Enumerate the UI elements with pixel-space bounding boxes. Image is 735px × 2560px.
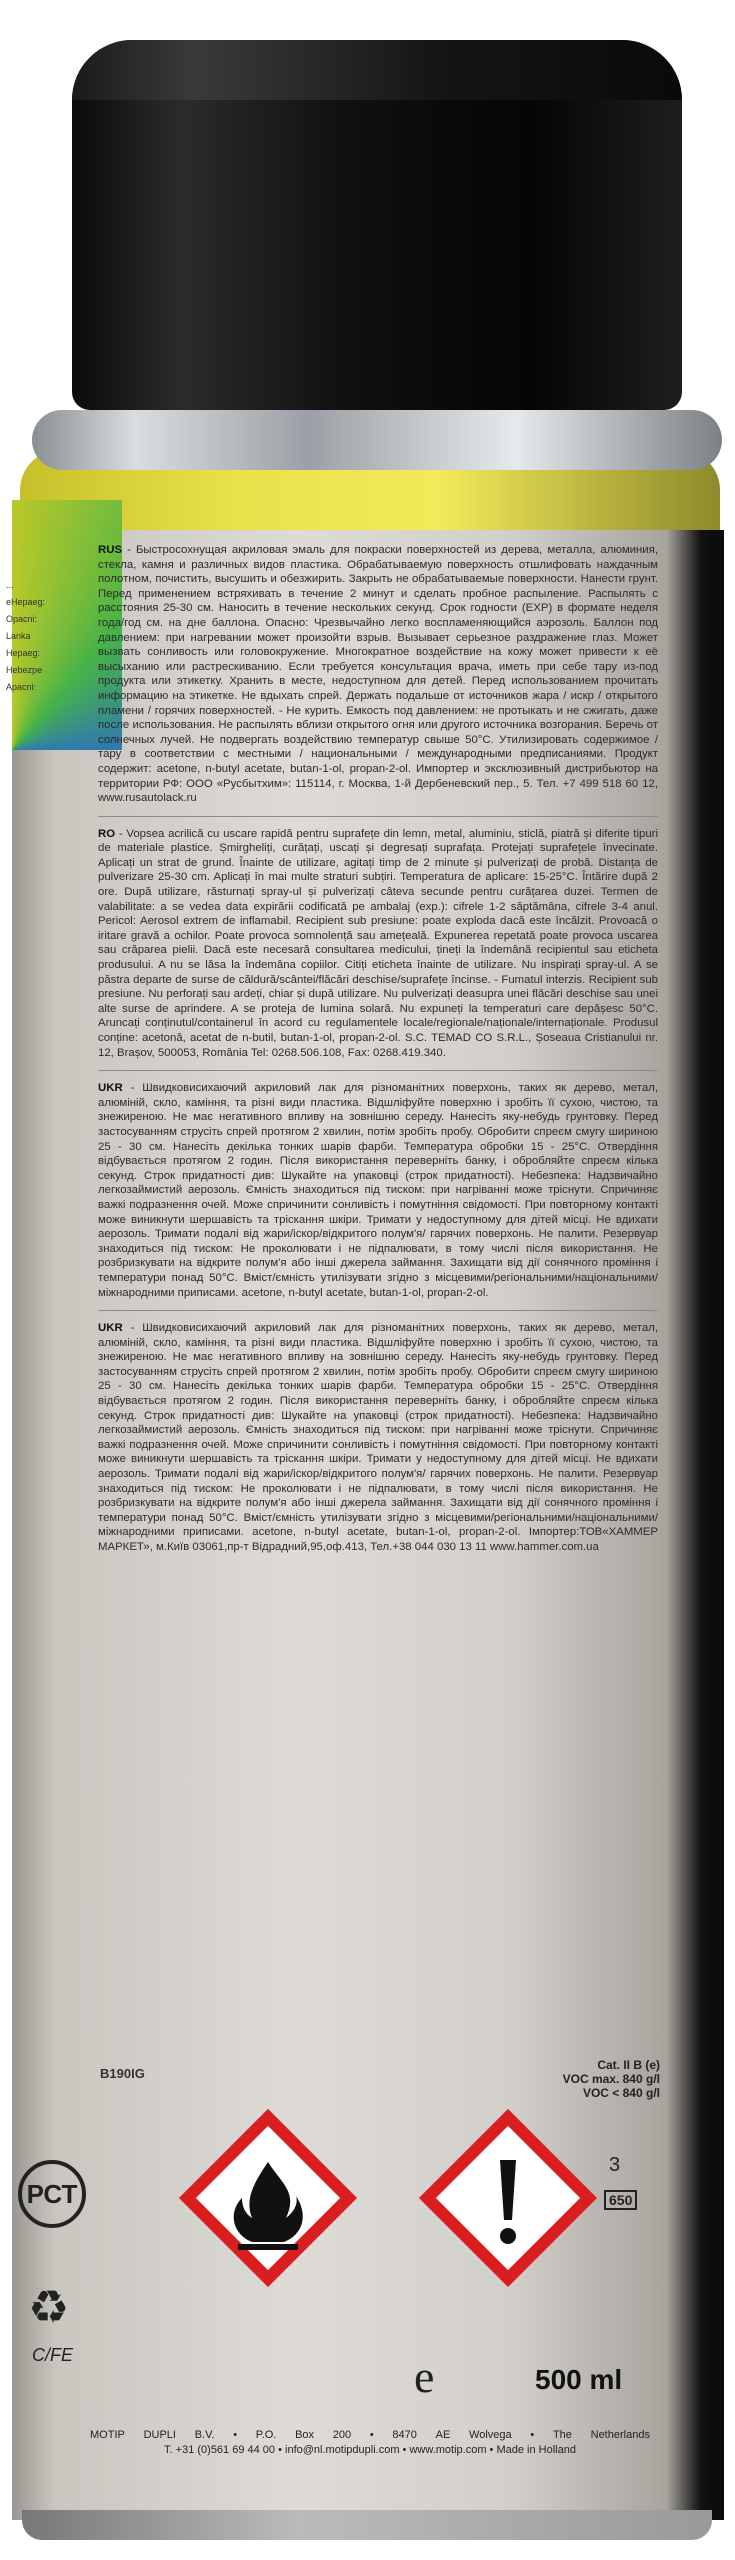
footer-word: • — [530, 2429, 535, 2441]
section-divider — [98, 1310, 658, 1311]
warning-pictogram — [420, 2110, 596, 2286]
voc-value: VOC < 840 g/l — [582, 2086, 660, 2100]
left-col-line: eHepaeg: — [6, 597, 46, 607]
section-rus — [98, 543, 658, 806]
can-bottom — [22, 2510, 712, 2540]
boxed-number: 650 — [604, 2190, 637, 2210]
footer-word: B.V. — [194, 2429, 215, 2441]
footer-word: Box — [295, 2429, 315, 2441]
left-col-line: Hepaeg: — [6, 648, 41, 658]
footer-word: 200 — [332, 2429, 352, 2441]
voc-cat: Cat. II B (e) — [597, 2058, 660, 2072]
section-ukr-2 — [98, 1321, 658, 1555]
left-col-line: ... — [6, 580, 14, 590]
section-lead: RO — [98, 827, 116, 840]
voc-info — [560, 2058, 660, 2100]
flame-icon — [180, 2110, 356, 2286]
can-side-shadow — [667, 530, 724, 2520]
footer-address-row — [90, 2428, 650, 2443]
section-body: - Быстросохнущая акриловая эмаль для покраски поверхностей из дерева, металла, алюминия, стекла, камня и различных видов пластика. Обрабатываемую поверхность отшлифовать наждачным полотном, почистить, высушить и обезжирить. Закрыть не обрабатываемые поверхности. Нанести грунт. Перед применением встряхивать в течение 2 минут и сделать пробное распыление. Распылять с расстояния 25-30 см. Наносить в течение нескольких секунд. Срок годности (EXP) в формате неделя года/год см. на дне баллона. Опасно: Чрезвычайно легко воспламеняющийся аэрозоль. Баллон под давлением: при нагревании может произойти взрыв. Вызывает серьезное раздражение глаз. Может вызвать сонливость или головокружение. Многократное воздействие на кожу может привести к её высыханию или растрескиванию. Если требуется консультация врача, иметь при себе тару из-под продукта или этикетку. Хранить в месте, недоступном для детей. Перед использованием прочитать информацию на этикетке. Не вдыхать спрей. Держать подальше от источников жара / искр / открытого пламени / горячих поверхностей. - Не курить. Емкость под давлением: не протыкать и не сжигать, даже после использования. Не распылять вблизи открытого огня или другого источника возгорания. Беречь от солнечных лучей. Не подвергать воздействию температур свыше 50°C. Утилизировать содержимое / тару в соответствии с местными / национальными / международными предписаниями. Продукт содержит: acetone, n-butyl acetate, butan-1-ol, propan-2-ol. Импортер и эксклюзивный дистрибьютор на территории РФ: ООО «Русбытхим»: 115114, г. Москва, 1-й Дербеневский пер., 5. Тел. +7 499 518 60 12, www.rusautolack.ru — [98, 544, 658, 805]
exclamation-icon — [420, 2110, 596, 2286]
footer-word: • — [233, 2429, 238, 2441]
footer-word: • — [369, 2429, 374, 2441]
left-col-line: Apacni: — [6, 682, 37, 692]
section-divider — [98, 816, 658, 817]
footer-word: AE — [435, 2429, 451, 2441]
left-column-text — [6, 580, 100, 2180]
left-col-line: Lanka — [6, 631, 31, 641]
product-code: B190IG — [100, 2066, 145, 2081]
footer-contact-row: T. +31 (0)561 69 44 00 • info@nl.motipdupli.com • www.motip.com • Made in Holland — [164, 2444, 576, 2456]
e-mark: e — [414, 2351, 435, 2402]
footer-word: Netherlands — [590, 2429, 650, 2441]
section-body: - Швидковисихаючий акриловий лак для різноманітних поверхонь, таких як дерево, метал, алюміній, скло, каміння, та різні види пластика. Відшліфуйте поверхню і зробіть її сухою, чистою, та знежиреною. Не має негативного впливу на зовнішню середу. Нанесіть яку-небудь грунтовку. Перед застосуванням струсіть спрей протягом 2 хвилин, потім зробіть пробу. Обробити спреєм смугу шириною 25 - 30 см. Нанесіть декілька тонких шарів фарби. Температура обробки 15 - 25°C. Отвердіння відбувається протягом 2 годин. Після використання переверніть банку, і обробляйте спреєм кілька секунд. Строк придатності див: Шукайте на упаковці (строк придатності). Небезпека: Надзвичайно легкозаймистий аерозоль. Ємність знаходиться під тиском: при нагріванні може тріснути. Спричиняє важкі подразнення очей. Може спричинити сонливість і помутніння свідомості. При повторному контакті може виникнути шершавість та тріскання шкіри. Тримати у недоступному для дітей місці. Не вдихати аерозоль. Тримати подалі від жари/іскор/відкритого полум'я/ гарячих поверхонь. Не палити. Резервуар знаходиться під тиском: Не проколювати і не підпалювати, в тому числі після використання. Не розбризкувати на відкрите полум'я або інші джерела займання. Захищати від дії сонячного проміння і температури понад 50°C. Вміст/ємність утилізувати згідно з місцевими/регіональними/національними/міжнародними приписами. acetone, n-butyl acetate, butan-1-ol, propan-2-ol. — [98, 1082, 658, 1299]
can-rim — [32, 410, 722, 470]
section-lead: RUS — [98, 544, 123, 556]
footer-word: 8470 — [392, 2429, 417, 2441]
volume-label: 500 ml — [535, 2364, 623, 2395]
section-lead: UKR — [98, 1082, 123, 1095]
footer-word: MOTIP — [90, 2429, 125, 2441]
section-ro — [98, 827, 658, 1061]
section-lead: UKR — [98, 1322, 123, 1335]
flammable-pictogram — [180, 2110, 356, 2286]
count-mark: 3 — [609, 2154, 621, 2176]
footer-word: P.O. — [255, 2429, 277, 2441]
label-text-block — [98, 543, 658, 2113]
recycle-icon: ♻ — [28, 2281, 70, 2333]
section-ukr-1 — [98, 1081, 658, 1300]
manufacturer-footer — [90, 2428, 650, 2458]
cap-top-highlight — [72, 40, 682, 100]
cfe-mark: C/FE — [32, 2345, 74, 2365]
voc-max: VOC max. 840 g/l — [562, 2072, 660, 2086]
left-col-line: Opacni: — [6, 614, 38, 624]
section-divider — [98, 1070, 658, 1071]
footer-word: DUPLI — [143, 2429, 176, 2441]
gost-icon: РСТ — [18, 2160, 86, 2228]
section-body: - Швидковисихаючий акриловий лак для різноманітних поверхонь, таких як дерево, метал, алюміній, скло, каміння, та різні види пластика. Відшліфуйте поверхню і зробіть її сухою, чистою, та знежиреною. Не має негативного впливу на зовнішню середу. Нанесіть яку-небудь грунтовку. Перед застосуванням струсіть спрей протягом 2 хвилин, потім зробіть пробу. Обробити спреєм смугу шириною 25 - 30 см. Нанесіть декілька тонких шарів фарби. Температура обробки 15 - 25°C. Отвердіння відбувається протягом 2 годин. Після використання переверніть банку, і обробляйте спреєм кілька секунд. Строк придатності див: Шукайте на упаковці (строк придатності). Небезпека: Надзвичайно легкозаймистий аерозоль. Ємність знаходиться під тиском: при нагріванні може тріснути. Спричиняє важкі подразнення очей. Може спричинити сонливість і помутніння свідомості. При повторному контакті може виникнути шершавість та тріскання шкіри. Тримати у недоступному для дітей місці. Не вдихати аерозоль. Тримати подалі від жари/іскор/відкритого полум'я/ гарячих поверхонь. Не палити. Резервуар знаходиться під тиском: Не проколювати і не підпалювати, в тому числі після використання. Не розбризкувати на відкрите полум'я або інші джерела займання. Захищати від дії сонячного проміння і температури понад 50°C. Вміст/ємність утилізувати згідно з місцевими/регіональними/національними/міжнародними приписами. acetone, n-butyl acetate, butan-1-ol, propan-2-ol. Імпортер:ТОВ«ХАММЕР МАРКЕТ», м.Київ 03061,пр-т Відрадний,95,оф.413, Тел.+38 044 030 13 11 www.hammer.com.ua — [98, 1322, 658, 1553]
left-col-line: Hebezpe — [6, 665, 43, 675]
footer-word: Wolvega — [469, 2429, 512, 2441]
footer-word: The — [552, 2429, 572, 2441]
section-body: - Vopsea acrilică cu uscare rapidă pentru suprafețe din lemn, metal, aluminiu, sticlă, piatră și diferite tipuri de materiale plastice. Șmirgheliți, curățați, uscați și degresați suprafața. Protejați suprafețele învecinate. Aplicați un strat de grund. Înainte de utilizare, agitați timp de 2 minute și pulverizați de probă. Distanța de pulverizare 25-30 cm. Aplicați în mai multe straturi subțiri. Temperatura de aplicare: 15-25°C. Întărire după 2 ore. După utilizare, răsturnați spray-ul și pulverizați câteva secunde pentru curățarea duzei. Termen de valabilitate: a se vedea data expirării codificată pe ambalaj (exp.): cifrele 1-2 săptămâna, cifrele 3-4 anul. Pericol: Aerosol extrem de inflamabil. Recipient sub presiune: poate exploda dacă este încălzit. Provoacă o iritare gravă a ochilor. Poate provoca somnolență sau amețeală. Expunerea repetată poate provoca uscarea sau crăparea pielii. Dacă este necesară consultarea medicului, țineți la îndemână recipientul sau eticheta produsului. A nu se lăsa la îndemâna copiilor. Citiți eticheta înainte de utilizare. Nu inspirați spray-ul. A se păstra departe de surse de căldură/scântei/flăcări deschise/suprafețe încinse. - Fumatul interzis. Recipient sub presiune. Nu perforați sau ardeți, chiar și după utilizare. Nu pulverizați deasupra unei flăcări deschise sau unei alte surse de aprindere. A se proteja de lumina solară. Nu expuneți la temperaturi care depășesc 50°C. Aruncați conținutul/containerul în acord cu regulamentele locale/regionale/naționale/internaționale. Produsul conține: acetonă, acetat de n-butil, butan-1-ol, propan-2-ol. S.C. TEMAD CO S.R.L., Șoseaua Cristianului nr. 12, Brașov, 500053, România Tel: 0268.506.108, Fax: 0268.419.340. — [98, 827, 658, 1059]
